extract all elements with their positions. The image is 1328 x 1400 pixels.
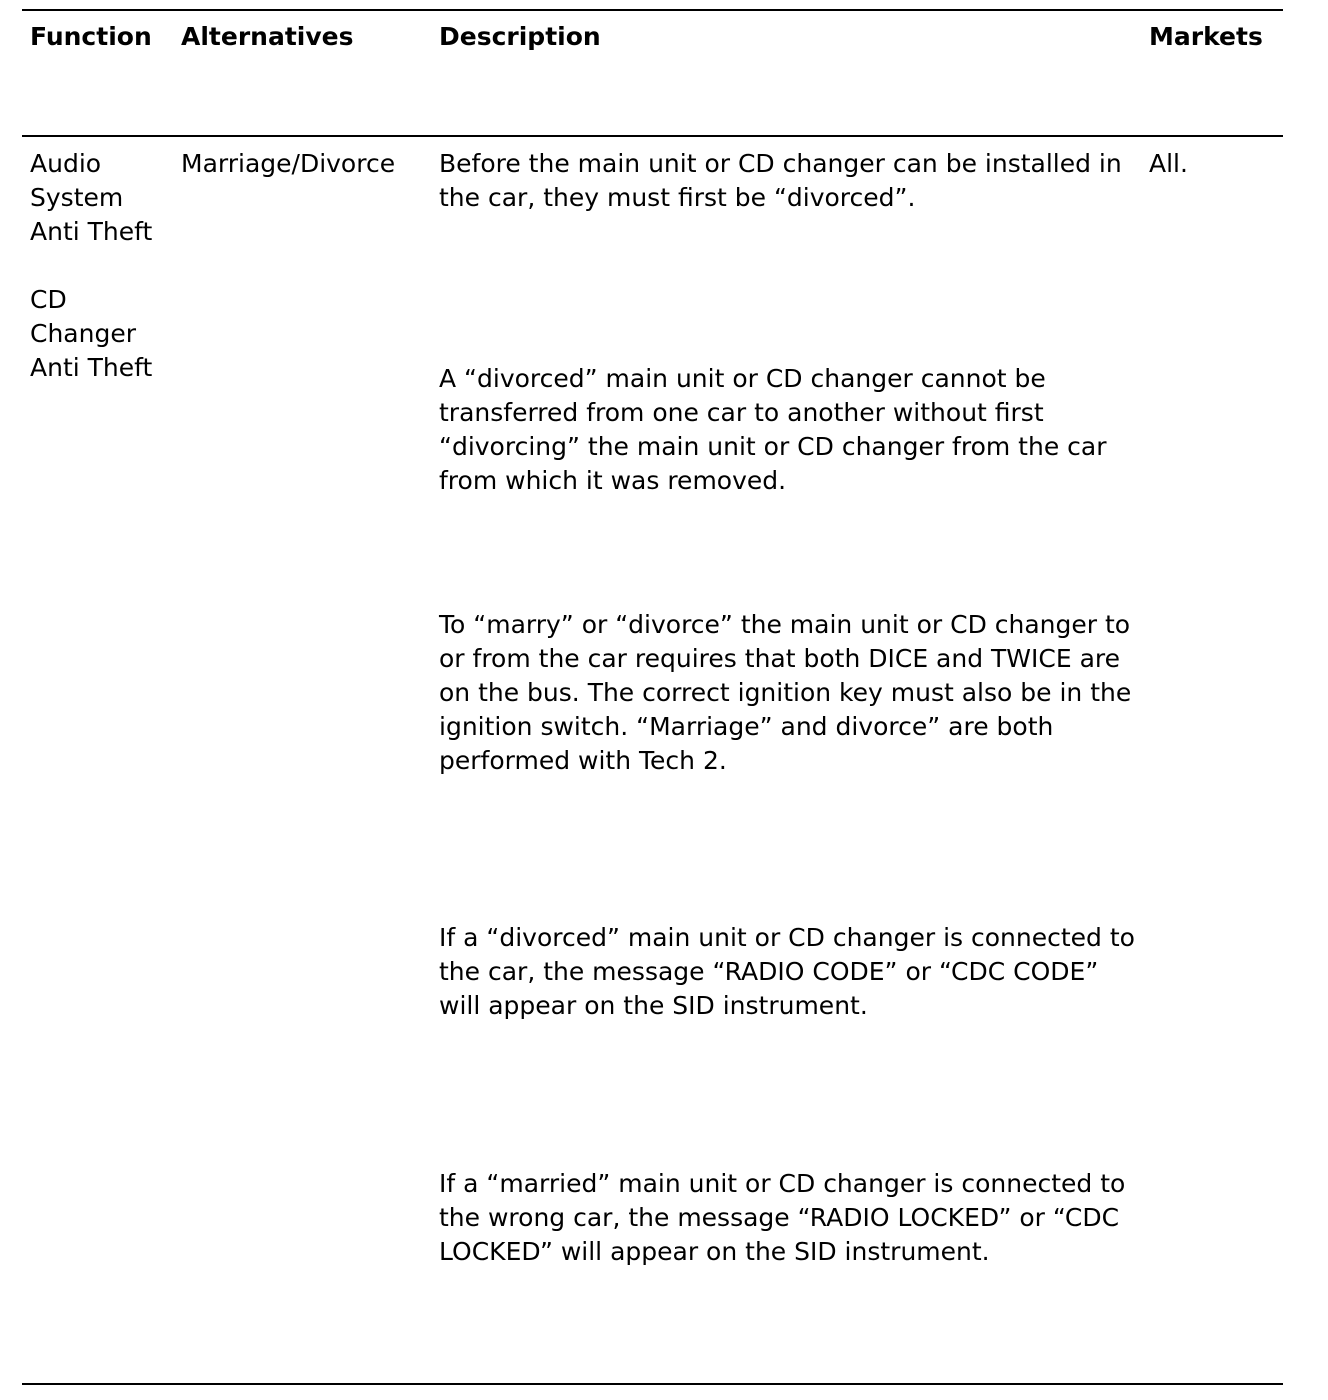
alternatives-cell: Marriage/Divorce <box>181 149 396 178</box>
table-top-rule <box>22 9 1283 11</box>
function-cell <box>30 147 170 419</box>
markets-cell: All. <box>1149 149 1188 178</box>
table-bottom-rule <box>22 1383 1283 1385</box>
header-description: Description <box>439 22 601 51</box>
header-alternatives: Alternatives <box>181 22 354 51</box>
header-rule <box>22 135 1283 137</box>
description-paragraph: A “divorced” main unit or CD changer cannot be transferred from one car to another without first “divorcing” the main unit or CD changer from the car from which it was removed. <box>439 364 1107 495</box>
description-paragraph: If a “divorced” main unit or CD changer is connected to the car, the message “RADIO CODE” or “CDC CODE” will appear on the SID instrument. <box>439 923 1135 1020</box>
header-markets: Markets <box>1149 22 1263 51</box>
header-function: Function <box>30 22 152 51</box>
function-item: CD Changer Anti Theft <box>30 285 153 382</box>
description-paragraph: Before the main unit or CD changer can be installed in the car, they must first be “divorced”. <box>439 149 1122 212</box>
description-paragraph: If a “married” main unit or CD changer is connected to the wrong car, the message “RADIO LOCKED” or “CDC LOCKED” will appear on the SID instrument. <box>439 1169 1126 1266</box>
function-item: Audio System Anti Theft <box>30 149 153 246</box>
description-paragraph: To “marry” or “divorce” the main unit or CD changer to or from the car requires that both DICE and TWICE are on the bus. The correct ignition key must also be in the ignition switch. “Marriage” and divorce” are both performed with Tech 2. <box>439 610 1132 775</box>
